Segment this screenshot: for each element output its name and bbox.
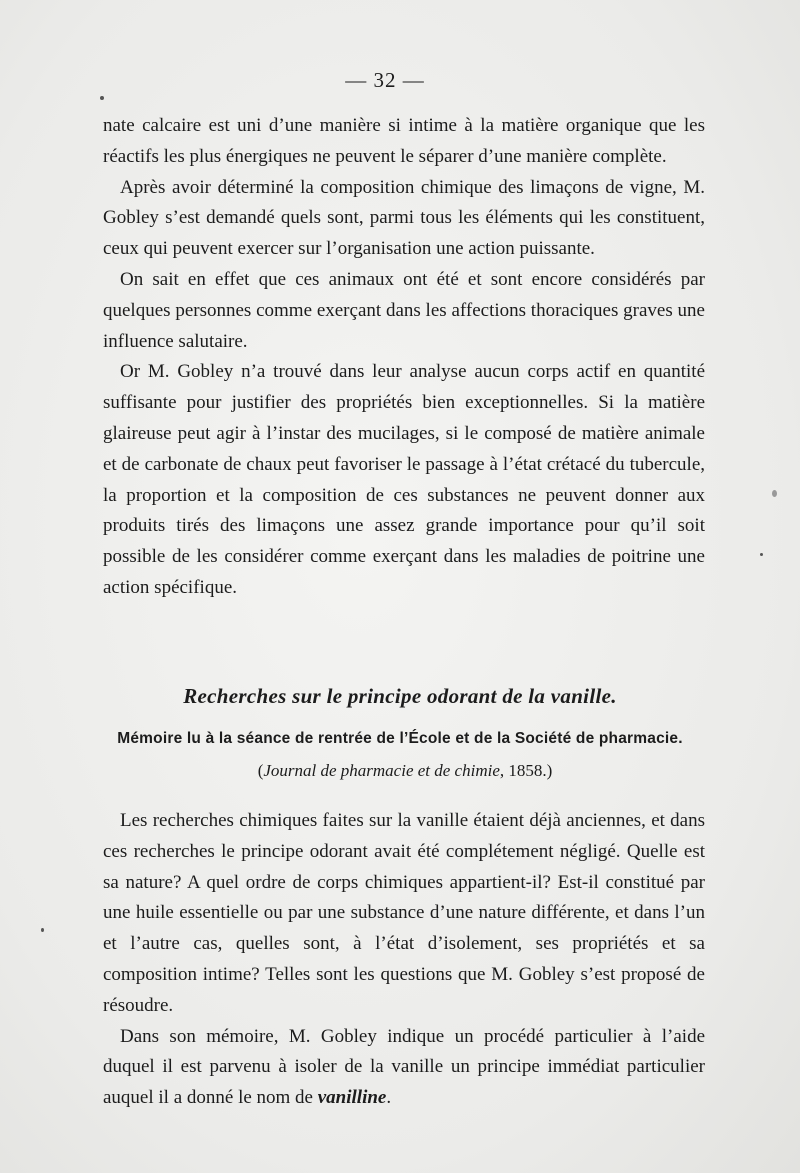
section-heading: Recherches sur le principe odorant de la vanille. [183,684,617,708]
paragraph-end: . [386,1087,392,1109]
citation-journal: Journal de pharmacie et de chimie [263,761,500,780]
paragraph: On sait en effet que ces animaux ont été et sont encore considérés par quelques personnes comme exerçant dans les affections thoraciques graves une influence salutaire. [103,268,705,352]
paragraph [103,1022,705,1114]
paragraph-text: Dans son mémoire, M. Gobley indique un procédé particulier à l’aide duquel il est parvenu à isoler de la vanille un principe immédiat particulier auquel il a donné le nom de [103,1025,705,1109]
paragraph: Or M. Gobley n’a trouvé dans leur analyse aucun corps actif en quantité suffisante pour justifier des propriétés bien exceptionnelles. Si la matière glaireuse peut agir à l’instar des mucilages, si le composé de matière animale et de carbonate de chaux peut favoriser le passage à l’état crétacé du tubercule, la proportion et la composition de ces substances ne peuvent donner aux produits tirés des limaçons une assez grande importance pour qu’il soit possible de les considérer comme exerçant dans les maladies de poitrine une action spécifique. [103,361,705,598]
paragraph: Les recherches chimiques faites sur la vanille étaient déjà anciennes, et dans ces recherches le principe odorant avait été complétement négligé. Quelle est sa nature? A quel ordre de corps chimiques appartient-il? Est-il constitué par une huile essentielle ou par une substance d’une nature différente, et dans l’un et l’autre cas, quelles sont, à l’état d’isolement, ses propriétés et sa composition intime? Telles sont les questions que M. Gobley s’est proposé de résoudre. [103,810,705,1016]
body-text-section-2 [103,806,705,1114]
speck-mark [41,928,44,932]
body-text-section-1 [103,111,705,604]
journal-citation [0,761,800,781]
speck-mark [100,96,104,100]
page-number: — 32 — [345,68,425,92]
citation-open: ( [257,761,264,780]
citation-rest: , 1858.) [499,761,553,780]
speck-mark [760,553,763,556]
paragraph: Après avoir déterminé la composition chimique des limaçons de vigne, M. Gobley s’est demandé quels sont, parmi tous les éléments qui les constituent, ceux qui peuvent exercer sur l’organisation une action puissante. [103,176,705,260]
section-subheading: Mémoire lu à la séance de rentrée de l’École et de la Société de pharmacie. [117,730,683,747]
speck-mark [772,490,777,497]
vanilline-term: vanilline [317,1087,387,1109]
paragraph: nate calcaire est uni d’une manière si intime à la matière organique que les réactifs les plus énergiques ne peuvent le séparer d’une manière complète. [103,115,705,167]
